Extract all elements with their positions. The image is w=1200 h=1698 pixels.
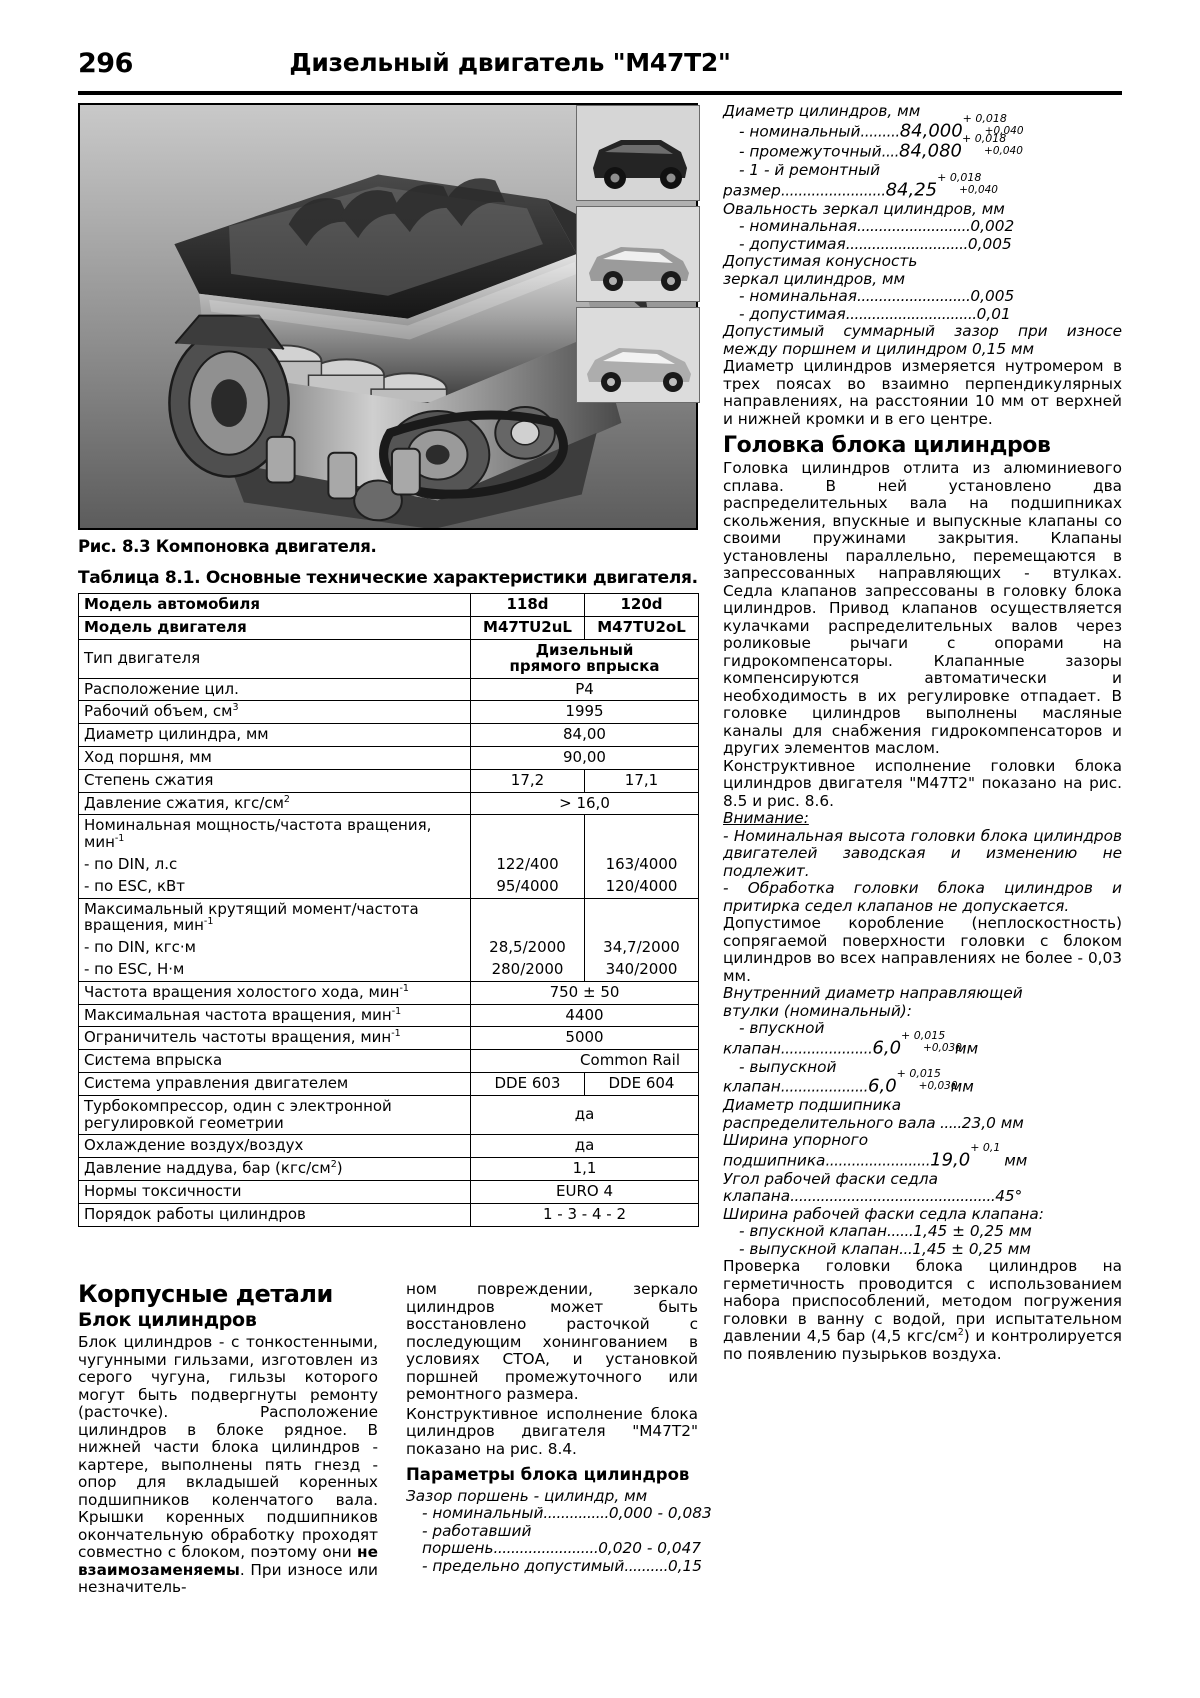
spec-title-cylinder-diameter: Диаметр цилиндров, мм xyxy=(723,102,921,120)
row-value-118d: 28,5/2000 xyxy=(471,937,585,959)
subheading-cylinder-block: Блок цилиндров xyxy=(78,1309,257,1332)
row-value-120d: 17,1 xyxy=(585,769,699,792)
row-value-both: 4400 xyxy=(471,1004,699,1027)
table-row xyxy=(79,616,699,639)
header-divider xyxy=(78,91,1122,95)
spec-title-guide-bore-2: втулки (номинальный): xyxy=(723,1001,912,1020)
row-value-118d: M47TU2uL xyxy=(471,616,585,639)
spec-title-conicity-1: Допустимая конусность xyxy=(723,252,918,271)
row-value-both: 1995 xyxy=(471,701,699,724)
table-row xyxy=(79,937,699,959)
suv-icon xyxy=(577,106,700,201)
spec-item-exhaust-label: - выпускной xyxy=(739,1057,837,1076)
row-value-118d: 280/2000 xyxy=(471,959,585,981)
table-row xyxy=(79,1203,699,1226)
row-label: Система управления двигателем xyxy=(79,1072,471,1095)
row-value-both: EURO 4 xyxy=(471,1180,699,1203)
row-value-120d: 163/4000 xyxy=(585,854,699,876)
table-row xyxy=(79,746,699,769)
row-label: Давление наддува, бар $(кгс/см^2)$ xyxy=(79,1158,471,1181)
row-label: Модель автомобиля xyxy=(79,594,471,617)
row-value-120d xyxy=(585,815,699,854)
row-value-both: 84,00 xyxy=(471,724,699,747)
table-row xyxy=(79,724,699,747)
paragraph-cylinder-block: Блок цилиндров - с тонкостенными, чугунными гильзами, изготовлен из серого чугуна, гильзы которого могут быть подвергнуты ремонту (расточке). Расположение цилиндров в блоке рядное. В нижней части блока цилиндров - картере, выполнены пять гнезд - опор для вкладышей коренных подшипников коленчатого вала. Крышки коренных подшипников окончательную обработку проходят совместно с блоком, поэтому они не взаимозаменяемы. При износе или незначитель- xyxy=(78,1333,378,1597)
warning-item-2: - Обработка головки блока цилиндров и притирка седел клапанов не допускается. xyxy=(723,879,1122,915)
row-label: Максимальная частота вращения, мин$^{-1}$ xyxy=(79,1004,471,1027)
section-heading-body-parts: Корпусные детали xyxy=(78,1280,333,1308)
right-column xyxy=(723,103,1122,1363)
row-label: Номинальная мощность/частота вращения, мин$^{-1}$ xyxy=(79,815,471,854)
page-number: 296 xyxy=(78,48,133,79)
engine-specifications-table xyxy=(78,593,699,1227)
table-row xyxy=(79,792,699,815)
row-value-120d: 34,7/2000 xyxy=(585,937,699,959)
row-label: Порядок работы цилиндров xyxy=(79,1203,471,1226)
row-value-118d: 122/400 xyxy=(471,854,585,876)
row-value-118d: 118d xyxy=(471,594,585,617)
row-value-118d: 17,2 xyxy=(471,769,585,792)
row-label: Максимальный крутящий момент/частота вращения, мин$^{-1}$ xyxy=(79,898,471,937)
row-label: Модель двигателя xyxy=(79,616,471,639)
spec-title-thrust-bearing-1: Ширина упорного xyxy=(723,1131,869,1150)
row-value-both: да xyxy=(471,1135,699,1158)
table-row xyxy=(79,701,699,724)
bmw-x3-suv-thumb xyxy=(576,105,700,201)
paragraph-measurement-method: Диаметр цилиндров измеряется нутромером в трех поясах во взаимно перпендикулярных направлениях, на расстоянии 10 мм от верхней и нижней кромки и в его центре. xyxy=(723,357,1122,428)
spec-item: - номинальный...............0,000 - 0,083 xyxy=(422,1504,712,1523)
spec-item: - номинальная..........................0,005 xyxy=(739,287,1015,306)
paragraph-wear-gap: Допустимый суммарный зазор при износе между поршнем и цилиндром 0,15 мм xyxy=(723,322,1122,358)
table-row xyxy=(79,854,699,876)
spec-item-intermediate: - промежуточный....84,080 + 0,018 +0,040 xyxy=(739,132,1023,162)
row-label: Ограничитель частоты вращения, мин$^{-1}$ xyxy=(79,1027,471,1050)
row-value-both: Common Rail xyxy=(471,1050,699,1073)
row-value-both: 1,1 xyxy=(471,1158,699,1181)
row-value-118d xyxy=(471,898,585,937)
sedan-icon xyxy=(577,308,700,403)
table-row xyxy=(79,1095,699,1135)
hatchback-icon xyxy=(577,207,700,302)
row-value-120d: M47TU2oL xyxy=(585,616,699,639)
spec-title-seat-width: Ширина рабочей фаски седла клапана: xyxy=(723,1204,1044,1223)
row-label: Частота вращения холостого хода, мин$^{-1}$ xyxy=(79,981,471,1004)
row-value-both: 5000 xyxy=(471,1027,699,1050)
row-value-118d xyxy=(471,815,585,854)
row-value-both: 90,00 xyxy=(471,746,699,769)
paragraph-warp-tolerance: Допустимое коробление (неплоскостность) сопрягаемой поверхности головки с блоком цилиндров во всех направлениях не более - 0,03 мм. xyxy=(723,914,1122,985)
spec-item-repair-size-label: - 1 - й ремонтный xyxy=(739,161,881,180)
row-label: Степень сжатия xyxy=(79,769,471,792)
row-label: - по DIN, л.с xyxy=(79,854,471,876)
spec-item: - допустимая............................0,005 xyxy=(739,234,1012,253)
paragraph-leak-test: Проверка головки блока цилиндров на герметичность проводится с использованием набора приспособлений, методом погружения головки в ванну с водой, при испытательном давлении 4,5 бар (4,5 кгс/$см^2$) и контролируется по появлению пузырьков воздуха. xyxy=(723,1257,1122,1363)
row-label: - по DIN, кгс·м xyxy=(79,937,471,959)
row-label: Турбокомпрессор, один с электронной регулировкой геометрии xyxy=(79,1095,471,1135)
row-label: - по ESC, кВт xyxy=(79,876,471,898)
spec-title-ovality: Овальность зеркал цилиндров, мм xyxy=(723,199,1005,218)
table-row xyxy=(79,815,699,854)
section-heading-cylinder-head: Головка блока цилиндров xyxy=(723,433,1051,459)
row-label: Давление сжатия, кгс/$см^2$ xyxy=(79,792,471,815)
table-row xyxy=(79,1180,699,1203)
table-row xyxy=(79,1135,699,1158)
spec-title-piston-clearance: Зазор поршень - цилиндр, мм xyxy=(406,1486,648,1505)
subheading-block-parameters: Параметры блока цилиндров xyxy=(406,1465,690,1484)
table-row xyxy=(79,959,699,981)
row-label: Система впрыска xyxy=(79,1050,471,1073)
spec-title-guide-bore-1: Внутренний диаметр направляющей xyxy=(723,984,1023,1003)
paragraph-continuation: ном повреждении, зеркало цилиндров может быть восстановлено расточкой с последующим хонингованием в условиях СТОА, и установкой поршней промежуточного или ремонтного размера. xyxy=(406,1280,698,1403)
spec-item-exhaust-value: клапан....................6,0 + 0,015 +0,030 мм xyxy=(723,1067,974,1097)
row-value-120d: 120d xyxy=(585,594,699,617)
spec-item: - номинальная..........................0,002 xyxy=(739,217,1015,236)
table-row xyxy=(79,769,699,792)
spec-item: - впускной клапан......1,45 ± 0,25 мм xyxy=(739,1222,1032,1241)
column-left-text xyxy=(78,1281,378,1597)
table-row xyxy=(79,1072,699,1095)
spec-title-camshaft-bearing-1: Диаметр подшипника xyxy=(723,1096,902,1115)
table-row xyxy=(79,876,699,898)
row-value-120d xyxy=(585,898,699,937)
figure-caption: Рис. 8.3 Компоновка двигателя. xyxy=(78,537,377,556)
table-caption: Таблица 8.1. Основные технические характеристики двигателя. xyxy=(78,568,698,588)
row-value-both: да xyxy=(471,1095,699,1135)
column-mid-text xyxy=(406,1280,712,1575)
page-title: Дизельный двигатель "M47T2" xyxy=(289,48,731,77)
table-row xyxy=(79,594,699,617)
table-row xyxy=(79,639,699,678)
row-value-120d: 340/2000 xyxy=(585,959,699,981)
row-value-both: 750 ± 50 xyxy=(471,981,699,1004)
row-value-118d: DDE 603 xyxy=(471,1072,585,1095)
spec-item-intake-label: - впускной xyxy=(739,1019,825,1038)
warning-label: Внимание: xyxy=(723,809,809,828)
row-label: Охлаждение воздух/воздух xyxy=(79,1135,471,1158)
row-value-both: P4 xyxy=(471,678,699,701)
spec-item: - предельно допустимый..........0,15 xyxy=(422,1556,703,1575)
table-row xyxy=(79,898,699,937)
warning-item-1: - Номинальная высота головки блока цилиндров двигателей заводская и изменению не подлежит. xyxy=(723,826,1122,880)
page-header xyxy=(0,48,1200,88)
row-label: Ход поршня, мм xyxy=(79,746,471,769)
row-label: Рабочий объем, $см^3$ xyxy=(79,701,471,724)
vehicle-thumbnails xyxy=(576,105,700,408)
table-row xyxy=(79,678,699,701)
table-row xyxy=(79,981,699,1004)
table-row xyxy=(79,1004,699,1027)
row-value-both: 1 - 3 - 4 - 2 xyxy=(471,1203,699,1226)
row-value-120d: DDE 604 xyxy=(585,1072,699,1095)
spec-item-thrust-bearing: подшипника........................19,0 + 0,1 мм xyxy=(723,1140,1028,1171)
row-label: - по ESC, Н·м xyxy=(79,959,471,981)
row-value-both: Дизельный прямого впрыска xyxy=(471,639,699,678)
spec-item-seat-angle: клапана...............................................45° xyxy=(723,1187,1023,1206)
spec-title-seat-angle-1: Угол рабочей фаски седла xyxy=(723,1169,938,1188)
spec-item: - допустимая..............................0,01 xyxy=(739,304,1011,323)
spec-item-repair-size: размер........................84,25 + 0,018 +0,040 xyxy=(723,170,998,201)
paragraph-head-description: Головка цилиндров отлита из алюминиевого сплава. В ней установлено два распределительных вала на подшипниках скольжения, впускные и выпускные клапаны со своими пружинами закрытия. Клапаны установлены параллельно, перемещаются в запрессованных направляющих - втулках. Седла клапанов запрессованы в головку блока цилиндров. Привод клапанов осуществляется кулачками распределительных валов через роликовые рычаги с опорами на гидрокомпенсаторы. Клапанные зазоры компенсируются автоматически и необходимость в их регулировке отпадает. В головке цилиндров выполнены масляные каналы для снабжения гидрокомпенсаторов и других элементов маслом. xyxy=(723,459,1122,758)
spec-item: - работавший xyxy=(422,1521,532,1540)
spec-item: - выпускной клапан...1,45 ± 0,25 мм xyxy=(739,1239,1031,1258)
row-value-120d: 120/4000 xyxy=(585,876,699,898)
row-label: Тип двигателя xyxy=(79,639,471,678)
spec-title-conicity-2: зеркал цилиндров, мм xyxy=(723,269,906,288)
table-row xyxy=(79,1027,699,1050)
spec-item-nominal: - номинальный.........84,000 + 0,018 +0,040 xyxy=(739,111,1024,141)
row-label: Расположение цил. xyxy=(79,678,471,701)
row-label: Нормы токсичности xyxy=(79,1180,471,1203)
table-row xyxy=(79,1158,699,1181)
paragraph-design: Конструктивное исполнение блока цилиндров двигателя "M47T2" показано на рис. 8.4. xyxy=(406,1404,698,1458)
table-row xyxy=(79,1050,699,1073)
bmw-1series-hatch-thumb xyxy=(576,206,700,302)
spec-item-camshaft-bearing: распределительного вала .....23,0 мм xyxy=(723,1113,1024,1132)
spec-item: поршень........................0,020 - 0,047 xyxy=(422,1539,702,1558)
row-value-both: > 16,0 xyxy=(471,792,699,815)
row-value-118d: 95/4000 xyxy=(471,876,585,898)
paragraph-head-design: Конструктивное исполнение головки блока цилиндров двигателя "M47T2" показано на рис. 8.5 и рис. 8.6. xyxy=(723,756,1122,810)
row-label: Диаметр цилиндра, мм xyxy=(79,724,471,747)
spec-item-intake-value: клапан.....................6,0 + 0,015 +0,030 мм xyxy=(723,1028,979,1059)
bmw-3series-sedan-thumb xyxy=(576,307,700,403)
